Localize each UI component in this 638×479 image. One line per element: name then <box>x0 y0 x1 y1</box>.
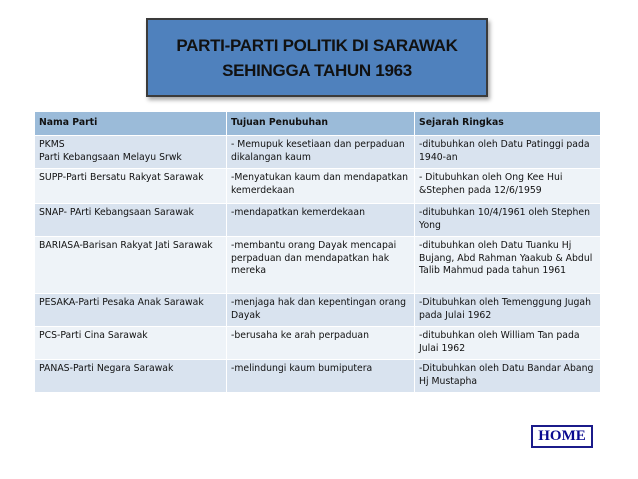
party-history-cell: -Ditubuhkan oleh Temenggung Jugah pada Julai 1962 <box>415 294 601 327</box>
party-name-cell: PANAS-Parti Negara Sarawak <box>35 360 227 393</box>
table-row <box>35 327 601 360</box>
header-party-name: Nama Parti <box>35 112 227 136</box>
party-history-cell: -ditubuhkan oleh Datu Tuanku Hj Bujang, Abd Rahman Yaakub & Abdul Talib Mahmud pada tahun 1961 <box>415 237 601 294</box>
home-button[interactable]: HOME <box>531 425 593 448</box>
header-purpose: Tujuan Penubuhan <box>227 112 415 136</box>
title-box <box>146 18 488 97</box>
table-row <box>35 294 601 327</box>
party-history-cell: -Ditubuhkan oleh Datu Bandar Abang Hj Mustapha <box>415 360 601 393</box>
party-history-cell: -ditubuhkan oleh Datu Patinggi pada 1940-an <box>415 136 601 169</box>
parties-table <box>34 111 601 393</box>
table-row <box>35 204 601 237</box>
party-name-cell: PKMS Parti Kebangsaan Melayu Srwk <box>35 136 227 169</box>
party-name-cell: SNAP- PArti Kebangsaan Sarawak <box>35 204 227 237</box>
party-history-cell: - Ditubuhkan oleh Ong Kee Hui &Stephen pada 12/6/1959 <box>415 169 601 204</box>
party-name-cell: PESAKA-Parti Pesaka Anak Sarawak <box>35 294 227 327</box>
table-row <box>35 360 601 393</box>
party-name-cell: PCS-Parti Cina Sarawak <box>35 327 227 360</box>
party-history-cell: -ditubuhkan oleh William Tan pada Julai 1962 <box>415 327 601 360</box>
table-header-row <box>35 112 601 136</box>
party-purpose-cell: -Menyatukan kaum dan mendapatkan kemerdekaan <box>227 169 415 204</box>
table-row <box>35 169 601 204</box>
party-purpose-cell: - Memupuk kesetiaan dan perpaduan dikalangan kaum <box>227 136 415 169</box>
party-purpose-cell: -melindungi kaum bumiputera <box>227 360 415 393</box>
title-line-1: PARTI-PARTI POLITIK DI SARAWAK <box>176 35 458 55</box>
table-row <box>35 237 601 294</box>
party-purpose-cell: -mendapatkan kemerdekaan <box>227 204 415 237</box>
header-history: Sejarah Ringkas <box>415 112 601 136</box>
party-history-cell: -ditubuhkan 10/4/1961 oleh Stephen Yong <box>415 204 601 237</box>
party-purpose-cell: -berusaha ke arah perpaduan <box>227 327 415 360</box>
party-name-cell: SUPP-Parti Bersatu Rakyat Sarawak <box>35 169 227 204</box>
table-row <box>35 136 601 169</box>
party-name-cell: BARIASA-Barisan Rakyat Jati Sarawak <box>35 237 227 294</box>
party-purpose-cell: -membantu orang Dayak mencapai perpaduan dan mendapatkan hak mereka <box>227 237 415 294</box>
party-purpose-cell: -menjaga hak dan kepentingan orang Dayak <box>227 294 415 327</box>
title-line-2: SEHINGGA TAHUN 1963 <box>222 60 412 80</box>
